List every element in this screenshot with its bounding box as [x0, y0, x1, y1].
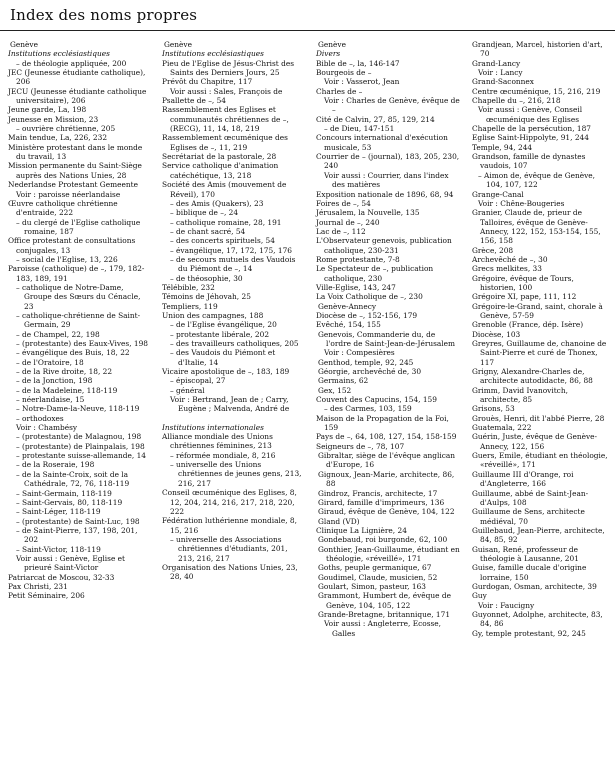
index-column-2 — [164, 40, 306, 582]
index-entry: Bourgeois de – — [316, 68, 372, 78]
index-entry: Genève — [318, 40, 346, 49]
index-entry: Giraud, évêque de Genève, 104, 122 — [318, 507, 455, 517]
index-entry: Le Spectateur de –, publication catholique, 230 — [316, 264, 434, 283]
index-entry: – de l'Oratoire, 18 — [16, 357, 84, 367]
index-entry: Grand-Lancy — [472, 58, 521, 68]
index-entry: Alliance mondiale des Unions chrétiennes féminines, 213 — [162, 432, 273, 451]
index-entry: Granier, Claude de, prieur de Talloires, évêque de Genève-Annecy, 122, 152, 153-154, 155, 156, 158 — [472, 208, 601, 246]
index-entry: – des Amis (Quakers), 23 — [170, 198, 264, 208]
index-entry: – des Carmes, 103, 159 — [324, 404, 412, 414]
index-entry: Grigny, Alexandre-Charles de, architecte autodidacte, 86, 88 — [472, 367, 593, 386]
index-entry: – évangélique, 17, 172, 175, 176 — [170, 245, 292, 255]
index-entry: Eglise Saint-Hippolyte, 91, 244 — [472, 133, 589, 143]
index-entry: Genève-Annecy — [318, 301, 377, 311]
index-entry: Divers — [316, 49, 341, 59]
index-entry: – de théologie appliquée, 200 — [16, 58, 127, 68]
index-entry: Petit Séminaire, 206 — [8, 591, 85, 601]
index-entry: Diocèse de –, 152-156, 179 — [316, 310, 418, 320]
page-title: Index des noms propres — [10, 6, 198, 24]
index-entry: – Saint-Victor, 118-119 — [16, 544, 101, 554]
index-entry: Institutions ecclésiastiques — [8, 49, 110, 59]
index-entry: Fédération luthérienne mondiale, 8, 15, 216 — [162, 516, 297, 535]
index-entry: – catholique romaine, 28, 191 — [170, 217, 282, 227]
index-entry: – de la Rive droite, 18, 22 — [16, 367, 113, 377]
index-entry: Grégoire-le-Grand, saint, chorale à Genève, 57-59 — [472, 301, 603, 320]
index-entry: Organisation des Nations Unies, 23, 28, 40 — [162, 562, 298, 582]
index-entry: Templiers, 119 — [162, 301, 218, 311]
index-entry: – de secours mutuels des Vaudois du Piémont de –, 14 — [170, 254, 296, 274]
index-entry: Genthod, temple, 92, 245 — [318, 357, 414, 367]
index-entry: Voir aussi : Sales, François de — [170, 86, 283, 96]
index-entry: Guérin, Juste, évêque de Genève-Annecy, 122, 156 — [472, 432, 597, 451]
index-entry: Union des campagnes, 188 — [162, 310, 264, 320]
index-entry: – de la Jonction, 198 — [16, 376, 93, 386]
index-entry: Office protestant de consultations conjugales, 13 — [8, 236, 136, 255]
index-entry: – épiscopal, 27 — [170, 376, 226, 386]
index-entry: Rassemblement œcuménique des Eglises de –, 11, 219 — [162, 133, 288, 152]
index-entry: Foires de –, 54 — [316, 198, 371, 208]
index-entry: – (protestante) de Saint-Luc, 198 — [16, 516, 140, 526]
index-entry: Grégoire XI, pape, 111, 112 — [472, 292, 577, 302]
index-entry: Grande-Bretagne, britannique, 171 — [318, 609, 451, 619]
index-entry: Main tendue, La, 226, 232 — [8, 133, 108, 143]
index-entry: Guyonnet, Adolphe, architecte, 83, 84, 86 — [472, 609, 603, 629]
index-entry: JECU (Jeunesse étudiante catholique universitaire), 206 — [8, 86, 147, 106]
index-entry: Témoins de Jéhovah, 25 — [162, 292, 251, 302]
index-entry — [164, 414, 306, 423]
index-entry: – des concerts spirituels, 54 — [170, 236, 275, 246]
index-entry: Guillaume, abbé de Saint-Jean-d'Aulps, 108 — [472, 488, 589, 507]
index-entry: Bible de –, la, 146-147 — [316, 58, 400, 68]
index-entry: Voir : Chambésy — [16, 423, 78, 433]
index-entry: Pieu de l'Eglise de Jésus-Christ des Saints des Derniers Jours, 25 — [162, 58, 294, 78]
index-entry: Guisan, René, professeur de théologie à Lausanne, 201 — [472, 544, 579, 563]
index-entry: Courrier de – (journal), 183, 205, 230, 240 — [316, 152, 460, 171]
index-entry: Genève — [164, 40, 192, 49]
index-entry: Voir : paroisse néerlandaise — [16, 189, 121, 199]
index-entry: Grouès, Henri, dit l'abbé Pierre, 28 — [472, 413, 605, 423]
index-entry: – (protestante) des Eaux-Vives, 198 — [16, 339, 149, 348]
index-entry: Concours international d'exécution musicale, 53 — [316, 133, 448, 152]
index-entry: Gignoux, Jean-Marie, architecte, 86, 88 — [318, 469, 455, 489]
index-entry: Voir : Faucigny — [478, 600, 535, 610]
index-entry: Grandson, famille de dynastes vaudois, 107 — [472, 152, 586, 171]
index-column-4 — [472, 40, 610, 638]
index-entry: Voir : Vasserot, Jean — [324, 77, 400, 87]
index-entry: Institutions internationales — [162, 422, 264, 432]
index-entry: Ministère protestant dans le monde du travail, 13 — [8, 142, 143, 162]
index-entry: Voir : Chêne-Bougeries — [478, 198, 565, 208]
index-entry: – de chant sacré, 54 — [170, 226, 246, 236]
index-entry: – de la Roseraie, 198 — [16, 460, 95, 470]
index-entry: – (protestante) de Plainpalais, 198 — [16, 441, 145, 451]
index-entry: Pays de –, 64, 108, 127, 154, 158-159 — [316, 432, 457, 442]
index-entry: Institutions ecclésiastiques — [162, 49, 264, 59]
index-entry: – Saint-Germain, 118-119 — [16, 488, 112, 498]
index-entry: Gy, temple protestant, 92, 245 — [472, 628, 586, 638]
index-entry: Grenoble (France, dép. Isère) — [472, 320, 584, 330]
index-entry: Gindroz, Francis, architecte, 17 — [318, 488, 438, 498]
index-entry: Evêché, 154, 155 — [316, 320, 381, 330]
index-entry: L'Observateur genevois, publication catholique, 230-231 — [316, 236, 452, 255]
index-entry: Goths, peuple germanique, 67 — [318, 563, 432, 573]
index-entry: – de la Madeleine, 118-119 — [16, 385, 118, 395]
index-entry: – catholique de Notre-Dame, Groupe des Sœurs du Cénacle, 23 — [16, 282, 141, 311]
index-entry: Guatemala, 222 — [472, 423, 532, 433]
index-entry: – social de l'Eglise, 13, 226 — [16, 254, 118, 264]
index-entry: Voir aussi : Angleterre, Ecosse, Galles — [324, 619, 441, 638]
index-entry: Gex, 152 — [318, 385, 352, 395]
index-entry: – de théosophie, 30 — [170, 273, 243, 283]
index-entry: Gibraltar, siège de l'évêque anglican d'Europe, 16 — [318, 451, 455, 470]
index-entry: Patriarcat de Moscou, 32-33 — [8, 572, 115, 582]
index-entry: Charles de – — [316, 86, 363, 96]
index-entry: Temple, 94, 244 — [472, 142, 533, 152]
index-entry: – ouvrière chrétienne, 205 — [16, 124, 116, 134]
index-entry: – protestante suisse-allemande, 14 — [16, 451, 146, 461]
index-entry: Prévôt du Chapitre, 117 — [162, 77, 253, 87]
index-entry: Voir : Bertrand, Jean de ; Carry, Eugène ; Malvenda, André de — [170, 395, 290, 414]
index-entry: Voir : Charles de Genève, évêque de – — [324, 96, 460, 115]
index-entry: Seigneurs de –, 78, 107 — [316, 441, 405, 451]
index-entry: – catholique-chrétienne de Saint-Germain, 29 — [16, 310, 141, 330]
index-entry: Voir : Lancy — [478, 68, 523, 78]
index-entry: Voir aussi : Genève, Conseil œcuménique des Eglises — [478, 105, 583, 124]
index-entry: Maison de la Propagation de la Foi, 159 — [316, 413, 449, 433]
index-entry: Jérusalem, la Nouvelle, 135 — [316, 208, 420, 218]
index-entry: Genève — [10, 40, 38, 49]
index-entry: Guise, famille ducale d'origine lorraine, 150 — [472, 563, 587, 582]
index-entry: – de Saint-Pierre, 137, 198, 201, 202 — [16, 525, 138, 545]
index-entry: Pax Christi, 231 — [8, 581, 68, 591]
index-entry: Secrétariat de la pastorale, 28 — [162, 152, 277, 162]
index-entry: Voir aussi : Genève, Eglise et prieuré Saint-Victor — [16, 553, 126, 573]
index-entry: Cité de Calvin, 27, 85, 129, 214 — [316, 114, 435, 124]
index-entry: Goudimel, Claude, musicien, 52 — [318, 572, 438, 582]
index-entry: Vicaire apostolique de –, 183, 189 — [162, 367, 290, 377]
index-entry: – Aimon de, évêque de Genève, 104, 107, 122 — [478, 170, 596, 190]
index-entry: – Saint-Gervais, 80, 118-119 — [16, 497, 123, 507]
index-entry: – évangélique des Buis, 18, 22 — [16, 348, 130, 358]
index-entry: – (protestante) de Malagnou, 198 — [16, 432, 142, 442]
index-entry: – de l'Eglise évangélique, 20 — [170, 320, 277, 330]
index-entry: – universelle des Unions chrétiennes de jeunes gens, 213, 216, 217 — [170, 460, 302, 488]
index-entry: Grèce, 208 — [472, 245, 514, 255]
index-entry: – des travailleurs catholiques, 205 — [170, 339, 299, 348]
index-entry: Guers, Emile, étudiant en théologie, «réveillé», 171 — [472, 451, 608, 470]
index-entry: Clinique La Lignière, 24 — [316, 525, 407, 535]
index-entry: Germains, 62 — [318, 376, 369, 386]
index-entry: Grange-Canal — [472, 189, 524, 199]
index-entry: Goulart, Simon, pasteur, 163 — [318, 581, 426, 591]
index-entry: – néerlandaise, 15 — [16, 395, 85, 405]
index-entry: Archevêché de –, 30 — [472, 254, 548, 264]
index-entry: Guillaume III d'Orange, roi d'Angleterre, 166 — [472, 469, 574, 489]
index-entry: Voir aussi : Courrier, dans l'index des matières — [324, 170, 449, 190]
index-entry: – de Champel, 22, 198 — [16, 329, 100, 339]
index-entry: – Notre-Dame-la-Neuve, 118-119 — [16, 404, 140, 414]
index-entry: Mission permanente du Saint-Siège auprès des Nations Unies, 28 — [8, 161, 142, 180]
index-entry: Grandjean, Marcel, historien d'art, 70 — [472, 40, 603, 59]
index-entry: Voir : Compesières — [324, 348, 395, 358]
index-entry: Centre œcuménique, 15, 216, 219 — [472, 86, 601, 96]
index-entry: La Voix Catholique de –, 230 — [316, 292, 423, 302]
index-entry: Grecs melkites, 33 — [472, 264, 542, 274]
index-entry: Exposition nationale de 1896, 68, 94 — [316, 189, 454, 199]
index-entry: Grégoire, évêque de Tours, historien, 100 — [472, 273, 574, 292]
index-entry: Service catholique d'animation catéchétique, 13, 218 — [162, 161, 279, 180]
index-entry: Psallette de –, 54 — [162, 96, 226, 106]
index-entry: – réformée mondiale, 8, 216 — [170, 450, 276, 460]
index-entry: Nederlandse Protestant Gemeente — [8, 180, 138, 190]
index-entry: Télébible, 232 — [162, 282, 215, 292]
index-entry: Journal de –, 240 — [316, 217, 380, 227]
index-entry: Girard, famille d'imprimeurs, 136 — [318, 497, 445, 507]
index-entry: Guy — [472, 591, 487, 601]
index-entry: – des Vaudois du Piémont et d'Italie, 14 — [170, 348, 276, 367]
index-column-3 — [318, 40, 460, 638]
index-entry: Greyres, Guillaume de, chanoine de Saint-Pierre et curé de Thonex, 117 — [472, 339, 607, 367]
index-entry: – Saint-Léger, 118-119 — [16, 507, 101, 517]
index-entry: Diocèse, 103 — [472, 329, 521, 339]
index-entry: Couvent des Capucins, 154, 159 — [316, 395, 437, 405]
index-entry: Conseil œcuménique des Eglises, 8, 12, 204, 214, 216, 217, 218, 220, 222 — [162, 488, 297, 516]
index-entry: Œuvre catholique chrétienne d'entraide, 222 — [8, 198, 118, 218]
index-column-1 — [10, 40, 152, 601]
index-entry: – du clergé de l'Eglise catholique romaine, 187 — [16, 217, 141, 236]
index-entry: Société des Amis (mouvement de Réveil), 170 — [162, 180, 287, 199]
index-entry: Jeunesse en Mission, 23 — [8, 114, 99, 124]
index-entry: – protestante libérale, 202 — [170, 329, 270, 339]
index-entry: Gland (VD) — [318, 516, 360, 526]
index-entry: Géorgie, archevêché de, 30 — [318, 367, 422, 377]
index-entry: Gurdogan, Osman, architecte, 39 — [472, 581, 597, 591]
index-entry: – orthodoxes — [16, 413, 64, 423]
index-entry: Gonthier, Jean-Guillaume, étudiant en théologie, «réveillé», 171 — [318, 544, 460, 563]
index-entry: Grimm, David Ivanovitch, architecte, 85 — [472, 385, 568, 405]
index-entry: Guillebaud, Jean-Pierre, architecte, 84, 85, 92 — [472, 525, 605, 545]
index-entry: – de la Sainte-Croix, soit de la Cathédrale, 72, 76, 118-119 — [16, 469, 130, 489]
index-entry: Grand-Saconnex — [472, 77, 534, 87]
index-entry: Gondebaud, roi burgonde, 62, 100 — [318, 535, 448, 545]
index-entry: Grammont, Humbert de, évêque de Genève, 104, 105, 122 — [318, 591, 451, 610]
index-entry: Grisons, 53 — [472, 404, 515, 414]
index-entry: Chapelle de la persécution, 187 — [472, 124, 592, 134]
index-entry: Genevois, Commanderie du, de l'ordre de Saint-Jean-de-Jérusalem — [318, 329, 456, 348]
index-entry: Guillaume de Sens, architecte médiéval, 70 — [472, 507, 585, 526]
index-entry: Rassemblement des Eglises et communautés chrétiennes de –, (RECG), 11, 14, 18, 219 — [162, 105, 289, 134]
index-entry: – universelle des Associations chrétiennes d'étudiants, 201, 213, 216, 217 — [170, 534, 288, 563]
index-entry: Paroisse (catholique) de –, 179, 182-183, 189, 191 — [8, 264, 145, 283]
index-entry: Rome protestante, 7-8 — [316, 254, 400, 264]
index-entry: Lac de –, 112 — [316, 226, 366, 236]
index-entry: – de Dieu, 147-151 — [324, 124, 395, 134]
index-entry: – général — [170, 385, 205, 395]
index-entry: Jeune garde, La, 198 — [8, 105, 87, 115]
index-entry: JEC (Jeunesse étudiante catholique), 206 — [8, 68, 146, 87]
index-entry: Chapelle du –, 216, 218 — [472, 96, 561, 106]
page-header — [0, 0, 615, 31]
index-entry: Ville-Eglise, 143, 247 — [316, 282, 396, 292]
index-entry: – biblique de –, 24 — [170, 208, 239, 218]
